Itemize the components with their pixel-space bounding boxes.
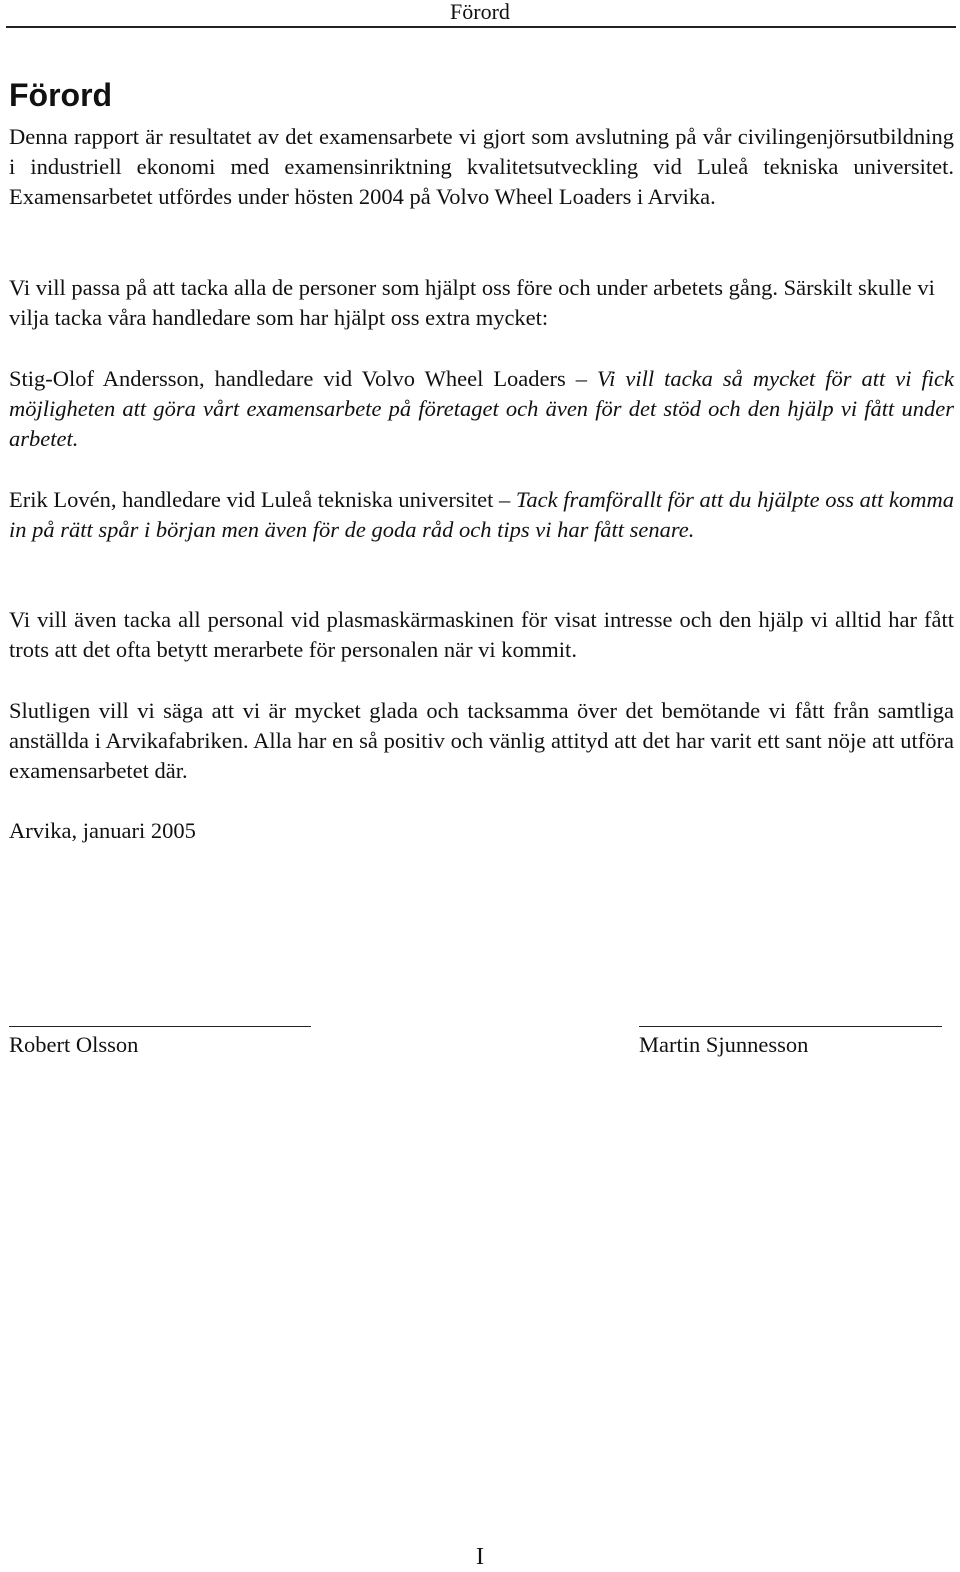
header-divider xyxy=(6,26,956,28)
page-title: Förord xyxy=(9,77,113,113)
supervisor-1-paragraph xyxy=(9,364,954,455)
signature-line-left xyxy=(9,1026,311,1027)
supervisor-2-thanks: Tack framförallt för att du hjälpte oss att komma in på rätt spår i början men även för de goda råd och tips vi har fått senare. xyxy=(9,487,954,543)
place-date: Arvika, januari 2005 xyxy=(9,818,196,843)
closing-paragraph: Slutligen vill vi säga att vi är mycket glada och tacksamma över det bemötande vi fått från samtliga anställda i Arvikafabriken. Alla har en så positiv och vänlig attityd att det har varit ett sant nöje att utföra examensarbetet där. xyxy=(9,698,954,784)
signature-name-left: Robert Olsson xyxy=(9,1032,139,1057)
supervisor-1-thanks: Vi vill tacka så mycket för att vi fick möjligheten att göra vårt examensarbete på företaget och även för det stöd och den hjälp vi fått under arbetet. xyxy=(9,366,954,452)
supervisor-2-name: Erik Lovén, handledare vid Luleå tekniska universitet – xyxy=(9,487,516,512)
signature-name-right: Martin Sjunnesson xyxy=(639,1032,809,1057)
signature-line-right xyxy=(639,1026,942,1027)
supervisor-2-paragraph xyxy=(9,485,954,545)
page-number: I xyxy=(476,1544,484,1570)
thanks-paragraph: Vi vill passa på att tacka alla de personer som hjälpt oss före och under arbetets gång. Särskilt skulle vi vilja tacka våra handledare som har hjälpt oss extra mycket: xyxy=(9,275,935,331)
intro-paragraph: Denna rapport är resultatet av det examensarbete vi gjort som avslutning på vår civilingenjörsutbildning i industriell ekonomi med examensinriktning kvalitetsutveckling vid Luleå tekniska universitet. Examensarbetet utfördes under hösten 2004 på Volvo Wheel Loaders i Arvika. xyxy=(9,124,954,210)
staff-paragraph: Vi vill även tacka all personal vid plasmaskärmaskinen för visat intresse och den hjälp vi alltid har fått trots att det ofta betytt merarbete för personalen när vi kommit. xyxy=(9,607,954,663)
supervisor-1-name: Stig-Olof Andersson, handledare vid Volvo Wheel Loaders – xyxy=(9,366,598,391)
running-header: Förord xyxy=(450,0,510,24)
